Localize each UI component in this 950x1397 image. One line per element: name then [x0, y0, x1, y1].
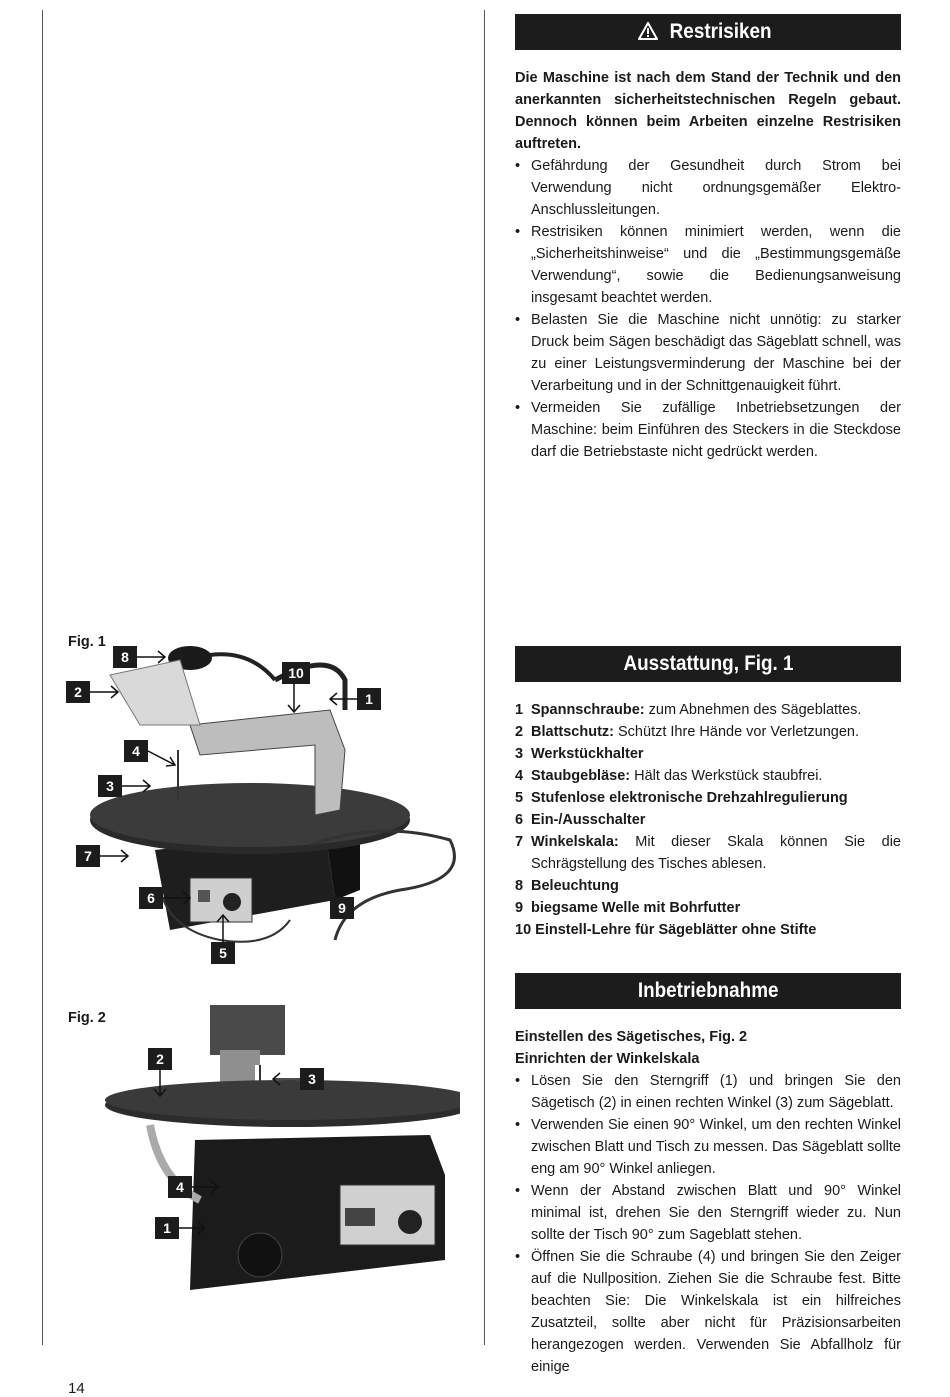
- list-item: 8 Beleuchtung: [515, 878, 619, 894]
- list-item: 5 Stufenlose elektronische Drehzahlregulierung: [515, 790, 848, 806]
- figure-1-label: Fig. 1: [68, 634, 106, 650]
- fig1-callout-8: 8: [113, 646, 137, 668]
- list-item: • Vermeiden Sie zufällige Inbetriebsetzungen der Maschine: beim Einführen des Steckers in die Steckdose darf die Betriebstaste nicht gedrückt werden.: [515, 397, 901, 463]
- fig1-callout-10: 10: [282, 662, 310, 684]
- fig1-callout-4: 4: [124, 740, 148, 762]
- list-item: 1 Spannschraube: zum Abnehmen des Sägeblattes.: [515, 702, 862, 718]
- fig1-callout-9: 9: [330, 897, 354, 919]
- restrisiken-intro: Die Maschine ist nach dem Stand der Technik und den anerkannten sicherheitstechnischen Regeln gebaut. Dennoch können beim Arbeiten einzelne Restrisiken auftreten.: [515, 70, 901, 152]
- subheading: Einrichten der Winkelskala: [515, 1051, 700, 1067]
- list-item: • Gefährdung der Gesundheit durch Strom bei Verwendung nicht ordnungsgemäßer Elektro-Anschlussleitungen.: [515, 155, 901, 221]
- fig1-callout-5: 5: [211, 942, 235, 964]
- figure-2-label: Fig. 2: [68, 1010, 106, 1026]
- list-item: • Restrisiken können minimiert werden, wenn die „Sicherheitshinweise“ und die „Bestimmungsgemäße Verwendung“, sowie die Bedienungsanweisung insgesamt beachtet werden.: [515, 221, 901, 309]
- list-item: • Öffnen Sie die Schraube (4) und bringen Sie den Zeiger auf die Nullposition. Ziehen Sie die Schraube fest. Bitte beachten Sie: Die Winkelskala ist ein hilfreiches Zusatzteil, sollte aber nicht für Präzisionsarbeiten herangezogen werden. Verwenden Sie Abfallholz für einige: [515, 1246, 901, 1378]
- list-item: 4 Staubgebläse: Hält das Werkstück staubfrei.: [515, 768, 823, 784]
- ausstattung-title: Ausstattung, Fig. 1: [622, 652, 794, 675]
- list-item: • Lösen Sie den Sterngriff (1) und bringen Sie den Sägetisch (2) in einen rechten Winkel (3) zum Sägeblatt.: [515, 1070, 901, 1114]
- list-item: 7 Winkelskala: Mit dieser Skala können Sie die Schrägstellung des Tisches ablesen.: [515, 834, 901, 872]
- page-number: 14: [68, 1380, 85, 1397]
- fig1-callout-3: 3: [98, 775, 122, 797]
- fig1-callout-7: 7: [76, 845, 100, 867]
- fig1-callout-2: 2: [66, 681, 90, 703]
- list-item: 10 Einstell-Lehre für Sägeblätter ohne Stifte: [515, 922, 817, 938]
- fig1-callout-1: 1: [357, 688, 381, 710]
- inbetriebnahme-title: Inbetriebnahme: [637, 979, 779, 1002]
- list-item: • Belasten Sie die Maschine nicht unnötig: zu starker Druck beim Sägen beschädigt das Sägeblatt schnell, was zu einer Leistungsverminderung der Maschine bei der Verarbeitung und in der Schnittgenauigkeit führt.: [515, 309, 901, 397]
- list-item: • Wenn der Abstand zwischen Blatt und 90° Winkel minimal ist, drehen Sie den Sterngriff wieder zu. Nun sollte der Tisch 90° zum Sageblatt stehen.: [515, 1180, 901, 1246]
- fig2-callout-4: 4: [168, 1176, 192, 1198]
- subheading: Einstellen des Sägetisches, Fig. 2: [515, 1029, 748, 1045]
- list-item: • Verwenden Sie einen 90° Winkel, um den rechten Winkel zwischen Blatt und Tisch zu messen. Das Sägeblatt sollte eng am 90° Winkel anliegen.: [515, 1114, 901, 1180]
- fig2-callout-3: 3: [300, 1068, 324, 1090]
- restrisiken-title: Restrisiken: [670, 20, 772, 43]
- fig2-callout-2: 2: [148, 1048, 172, 1070]
- list-item: 9 biegsame Welle mit Bohrfutter: [515, 900, 741, 916]
- fig1-callout-6: 6: [139, 887, 163, 909]
- list-item: 6 Ein-/Ausschalter: [515, 812, 646, 828]
- list-item: 3 Werkstückhalter: [515, 746, 644, 762]
- list-item: 2 Blattschutz: Schützt Ihre Hände vor Verletzungen.: [515, 724, 860, 740]
- fig2-callout-1: 1: [155, 1217, 179, 1239]
